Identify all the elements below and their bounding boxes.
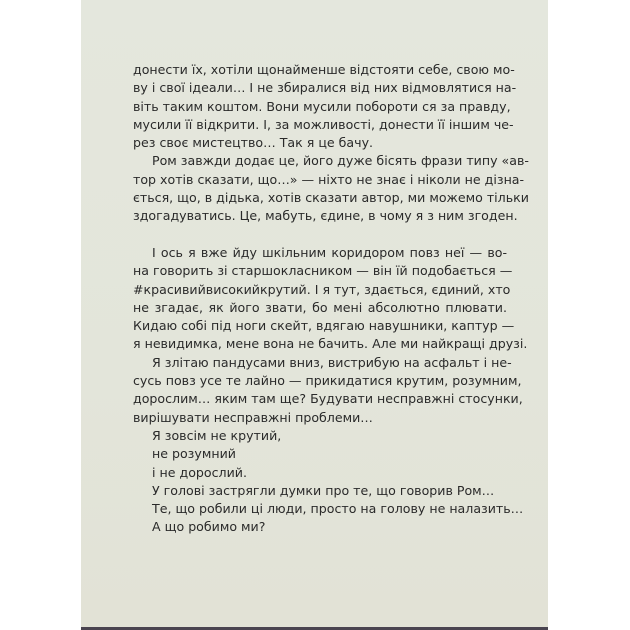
text-line: #красивийвисокийкрутий. І я тут, здається, єдиний, хто [133,281,511,297]
text-line: мусили її відкрити. І, за можливості, донести її іншим че- [133,116,514,132]
text-line: здогадуватись. Це, мабуть, єдине, в чому я з ним згоден. [133,208,518,224]
paragraph-2 [133,152,529,225]
text-line: тор хотів сказати, що…» — ніхто не знає і ніколи не дізна- [133,171,525,187]
paragraph-1 [133,61,517,152]
text-line: на говорить зі старшокласником — він їй подобається — [133,263,513,279]
section-gap [133,226,507,244]
text-line: сусь повз усе те лайно — прикидатися крутим, розумним, [133,373,522,389]
verse-line: А що робимо ми? [152,519,266,535]
verse-line: і не дорослий. [152,464,247,480]
text-line: рез своє мистецтво… Так я це бачу. [133,135,374,151]
verse-line: У голові застрягли думки про те, що говорив Ром… [152,482,495,498]
text-line: Кидаю собі під ноги скейт, вдягаю навушники, каптур — [133,318,515,334]
verse-line: Я зовсім не крутий, [152,427,282,443]
text-line: дорослим… яким там ще? Будувати несправжні стосунки, [133,391,523,407]
text-line: вирішувати несправжні проблеми… [133,409,373,425]
paragraph-4 [133,354,523,427]
verse-line: не розумний [152,446,236,462]
text-line: віть таким коштом. Вони мусили побороти ся за правду, [133,98,511,114]
text-line: донести їх, хотіли щонайменше відстояти себе, свою мо- [133,62,515,77]
text-line: ється, що, в дідька, хотів сказати автор, ми можемо тільки [133,190,529,206]
text-line: я невидимка, мене вона не бачить. Але ми найкращі друзі. [133,336,528,352]
text-line: Я злітаю пандусами вниз, вистрибую на асфальт і не- [152,354,512,370]
text-line: І ось я вже йду шкільним коридором повз неї — во- [152,244,507,260]
text-line: Ром завжди додає це, його дуже бісять фрази типу «ав- [152,153,529,169]
verse [133,427,524,537]
page-text [133,61,529,537]
text-line: ву і свої ідеали… І не збиралися від них відмовлятися на- [133,80,517,96]
paragraph-3 [133,244,528,354]
verse-line: Те, що робили ці люди, просто на голову не налазить… [152,501,524,517]
text-line: не згадає, як його звати, бо мені абсолютно плювати. [133,299,507,315]
